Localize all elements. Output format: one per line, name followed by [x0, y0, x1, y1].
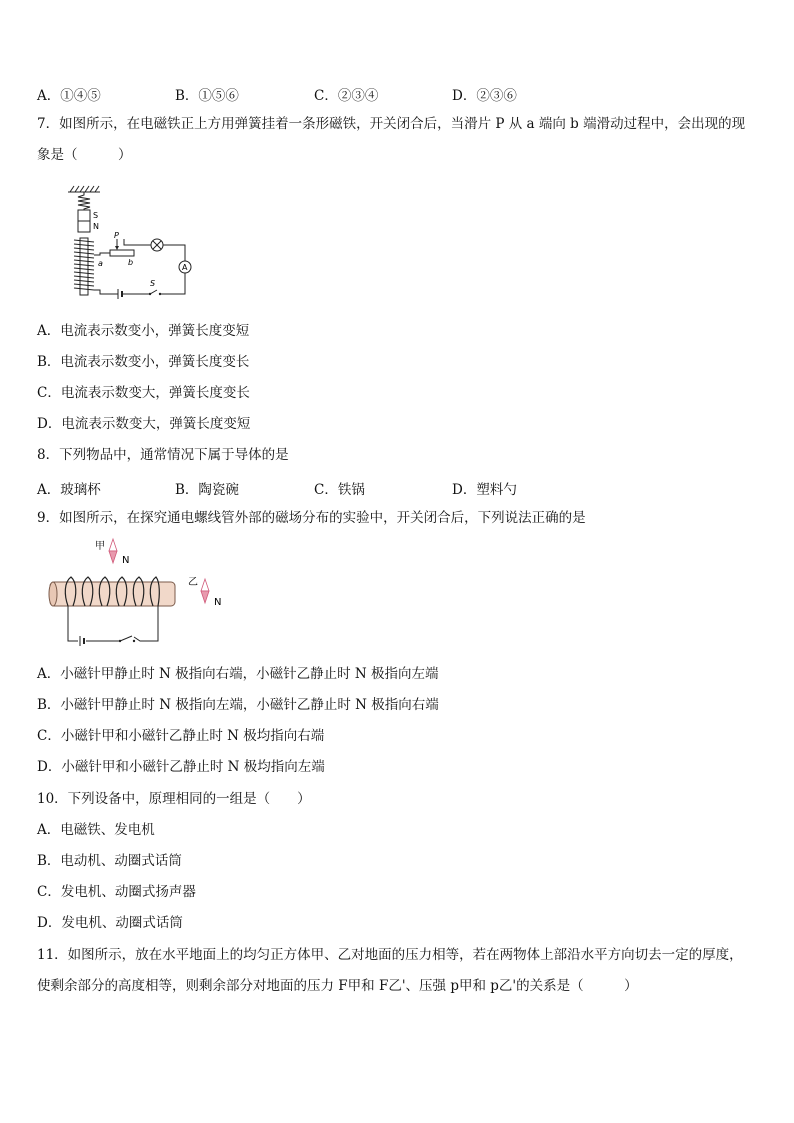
q9-stem: 9．如图所示，在探究通电螺线管外部的磁场分布的实验中，开关闭合后，下列说法正确的是 — [37, 510, 586, 526]
rheostat — [110, 250, 134, 256]
q7-option-d: D．电流表示数变大，弹簧长度变短 — [37, 416, 251, 432]
end-b-label: b — [128, 258, 134, 267]
needle-yi-n-label: N — [214, 597, 222, 608]
q9-option-a: A．小磁针甲静止时 N 极指向右端，小磁针乙静止时 N 极指向左端 — [37, 666, 439, 682]
q6-option-b: B．①⑤⑥ — [175, 88, 239, 104]
compass-needle-jia — [109, 539, 117, 563]
end-a-label: a — [98, 259, 103, 268]
q9-option-c: C．小磁针甲和小磁针乙静止时 N 极均指向右端 — [37, 728, 325, 744]
q6-option-d: D．②③⑥ — [452, 88, 517, 104]
q11-stem-line2: 使剩余部分的高度相等，则剩余部分对地面的压力 F甲和 F乙'、压强 p甲和 p乙'的关系是（ ） — [37, 978, 638, 994]
q7-stem-line2: 象是（ ） — [37, 147, 132, 163]
q9-battery-icon — [80, 636, 84, 646]
magnet-s-label: S — [93, 211, 99, 220]
q6-options — [37, 84, 597, 102]
q7-option-c: C．电流表示数变大，弹簧长度变长 — [37, 385, 250, 401]
q8-options — [37, 478, 597, 496]
ammeter-label: A — [182, 263, 188, 272]
q11-stem-line1: 11．如图所示，放在水平地面上的均匀正方体甲、乙对地面的压力相等，若在两物体上部沿水平方向切去一定的厚度， — [37, 947, 743, 963]
q7-option-a: A．电流表示数变小，弹簧长度变短 — [37, 323, 250, 339]
q10-option-d: D．发电机、动圈式话筒 — [37, 915, 183, 931]
magnet-n-label: N — [93, 222, 99, 231]
q9-solenoid-figure — [40, 535, 240, 655]
battery-icon — [118, 289, 122, 299]
solenoid-tube — [50, 582, 175, 606]
circuit-wires — [94, 239, 185, 294]
q8-option-b: B．陶瓷碗 — [175, 482, 239, 498]
q7-option-b: B．电流表示数变小，弹簧长度变长 — [37, 354, 250, 370]
q7-circuit-figure — [60, 180, 200, 305]
q9-circuit-wires — [68, 606, 158, 641]
q8-option-d: D．塑料勺 — [452, 482, 517, 498]
q6-option-a: A．①④⑤ — [37, 88, 101, 104]
electromagnet-core — [80, 238, 88, 295]
q7-stem-line1: 7．如图所示，在电磁铁正上方用弹簧挂着一条形磁铁，开关闭合后，当滑片 P 从 a 端向 b 端滑动过程中，会出现的现 — [37, 116, 746, 132]
switch-s-label: S — [150, 279, 156, 288]
slider-p-label: P — [114, 231, 119, 240]
q9-option-b: B．小磁针甲静止时 N 极指向左端，小磁针乙静止时 N 极指向右端 — [37, 697, 439, 713]
q9-option-d: D．小磁针甲和小磁针乙静止时 N 极均指向左端 — [37, 759, 325, 775]
q10-stem: 10．下列设备中，原理相同的一组是（ ） — [37, 791, 311, 807]
q8-option-c: C．铁锅 — [314, 482, 365, 498]
q10-option-a: A．电磁铁、发电机 — [37, 822, 155, 838]
q10-option-c: C．发电机、动圈式扬声器 — [37, 884, 196, 900]
spring — [78, 192, 90, 210]
lamp-icon — [151, 239, 163, 251]
q8-stem: 8．下列物品中，通常情况下属于导体的是 — [37, 447, 289, 463]
needle-jia-n-label: N — [122, 555, 130, 566]
q9-switch-icon — [119, 636, 135, 642]
q10-option-b: B．电动机、动圈式话筒 — [37, 853, 182, 869]
q6-option-c: C．②③④ — [314, 88, 379, 104]
compass-needle-yi — [201, 579, 209, 603]
ceiling-hatch — [68, 186, 100, 192]
needle-jia-label: 甲 — [95, 541, 105, 552]
q8-option-a: A．玻璃杯 — [37, 482, 101, 498]
needle-yi-label: 乙 — [188, 577, 198, 588]
